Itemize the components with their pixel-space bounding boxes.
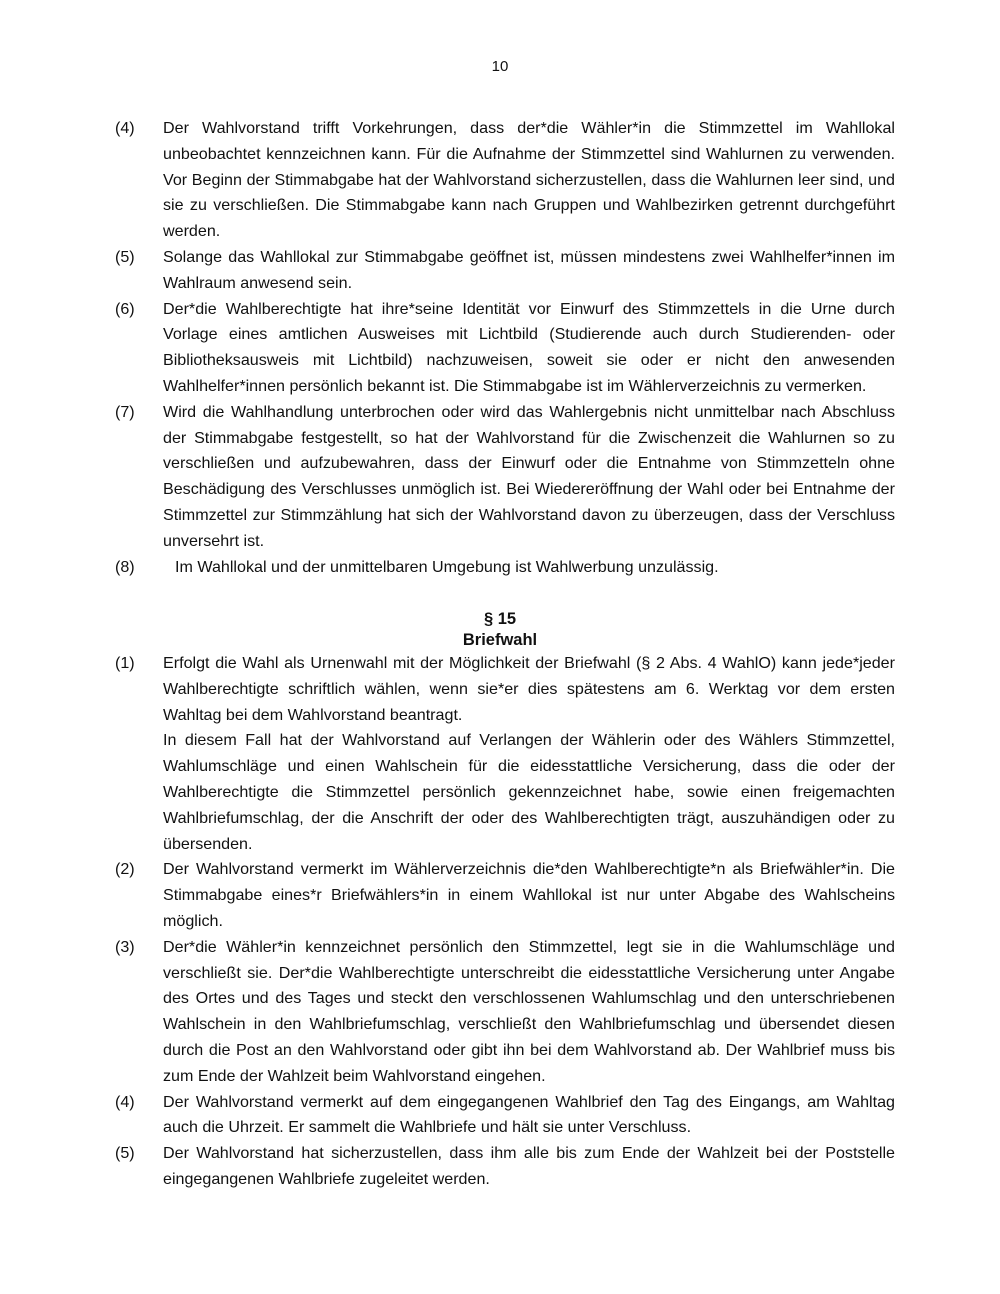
paragraph-15-3 xyxy=(115,935,895,1090)
paragraph-number: (4) xyxy=(115,1092,135,1111)
paragraph-14-6 xyxy=(115,297,895,400)
section-14-continuation xyxy=(115,116,895,580)
paragraph-number: (7) xyxy=(115,402,135,421)
paragraph-text: Der*die Wähler*in kennzeichnet persönlich den Stimmzettel, legt sie in die Wahlumschläge und verschließt sie. Der*die Wahlberechtigte unterschreibt die eidesstattliche Versicherung unter Angabe des Ortes und des Tages und steckt den verschlossenen Wahlumschlag und den unterschriebenen Wahlschein in den Wahlbriefumschlag, verschließt den Wahlbriefumschlag und übersendet diesen durch die Post an den Wahlvorstand oder gibt ihn bei dem Wahlvorstand ab. Der Wahlbrief muss bis zum Ende der Wahlzeit beim Wahlvorstand eingehen. xyxy=(163,937,895,1085)
paragraph-15-5 xyxy=(115,1141,895,1193)
section-number: § 15 xyxy=(483,610,517,628)
paragraph-number: (3) xyxy=(115,937,135,956)
section-15-body xyxy=(115,651,895,1193)
paragraph-14-7 xyxy=(115,400,895,555)
paragraph-number: (5) xyxy=(115,1144,135,1163)
paragraph-15-4 xyxy=(115,1090,895,1142)
paragraph-number: (5) xyxy=(115,247,135,266)
paragraph-15-1 xyxy=(115,651,895,857)
paragraph-text: Im Wahllokal und der unmittelbaren Umgebung ist Wahlwerbung unzulässig. xyxy=(175,557,719,576)
paragraph-number: (4) xyxy=(115,119,135,137)
paragraph-text: Der Wahlvorstand trifft Vorkehrungen, dass der*die Wähler*in die Stimmzettel im Wahllokal unbeobachtet kennzeichnen kann. Für die Aufnahme der Stimmzettel sind Wahlurnen zu verwenden. Vor Beginn der Stimmabgabe hat der Wahlvorstand sicherzustellen, dass die Wahlurnen leer sind, und sie zu verschließen. Die Stimmabgabe kann nach Gruppen und Wahlbezirken getrennt durchgeführt werden. xyxy=(163,119,895,241)
paragraph-text: Der*die Wahlberechtigte hat ihre*seine Identität vor Einwurf des Stimmzettels in die Urne durch Vorlage eines amtlichen Ausweises mit Lichtbild (Studierende auch durch Studierenden- oder Bibliotheksausweis mit Lichtbild) nachzuweisen, soweit sie oder er nicht den anwesenden Wahlhelfer*innen persönlich bekannt ist. Die Stimmabgabe ist im Wählerverzeichnis zu vermerken. xyxy=(163,299,895,395)
paragraph-text: Der Wahlvorstand hat sicherzustellen, dass ihm alle bis zum Ende der Wahlzeit bei der Poststelle eingegangenen Wahlbriefe zugeleitet werden. xyxy=(163,1144,895,1188)
paragraph-14-5 xyxy=(115,245,895,297)
paragraph-15-2 xyxy=(115,857,895,934)
paragraph-text: Erfolgt die Wahl als Urnenwahl mit der Möglichkeit der Briefwahl (§ 2 Abs. 4 WahlO) kann jede*jeder Wahlberechtigte schriftlich wählen, wenn sie*er dies spätestens am 6. Werktag vor dem ersten Wahltag bei dem Wahlvorstand beantragt. In diesem Fall hat der Wahlvorstand auf Verlangen der Wählerin oder des Wählers Stimmzettel, Wahlumschläge und einen Wahlschein für die eidesstattliche Versicherung, dass die oder der Wahlberechtigte die Stimmzettel persönlich gekennzeichnet habe, sowie einen freigemachten Wahlbriefumschlag, der die Anschrift der oder des Wahlberechtigten trägt, auszuhändigen oder zu übersenden. xyxy=(163,654,895,853)
paragraph-text: Der Wahlvorstand vermerkt auf dem eingegangenen Wahlbrief den Tag des Eingangs, am Wahltag auch die Uhrzeit. Er sammelt die Wahlbriefe und hält sie unter Verschluss. xyxy=(163,1092,895,1137)
paragraph-number: (8) xyxy=(115,557,135,576)
paragraph-text: Solange das Wahllokal zur Stimmabgabe geöffnet ist, müssen mindestens zwei Wahlhelfer*innen im Wahlraum anwesend sein. xyxy=(163,247,895,292)
page-number: 10 xyxy=(491,58,509,75)
paragraph-number: (1) xyxy=(115,654,135,672)
paragraph-text: Wird die Wahlhandlung unterbrochen oder wird das Wahlergebnis nicht unmittelbar nach Abschluss der Stimmabgabe festgestellt, so hat der Wahlvorstand für die Zwischenzeit die Wahlurnen so zu verschließen und aufzubewahren, dass der Einwurf oder die Entnahme von Stimmzetteln ohne Beschädigung des Verschlusses unmöglich ist. Bei Wiedereröffnung der Wahl oder bei Entnahme der Stimmzettel zur Stimmzählung hat sich der Wahlvorstand davon zu überzeugen, dass der Verschluss unversehrt ist. xyxy=(163,402,895,550)
paragraph-14-4 xyxy=(115,116,895,245)
section-title: Briefwahl xyxy=(462,631,538,649)
paragraph-number: (2) xyxy=(115,860,135,879)
paragraph-number: (6) xyxy=(115,299,135,318)
paragraph-text: Der Wahlvorstand vermerkt im Wählerverzeichnis die*den Wahlberechtigte*n als Briefwähler*in. Die Stimmabgabe eines*r Briefwählers*in in einem Wahllokal ist nur unter Abgabe des Wahlscheins möglich. xyxy=(163,860,895,930)
paragraph-14-8 xyxy=(115,555,895,581)
